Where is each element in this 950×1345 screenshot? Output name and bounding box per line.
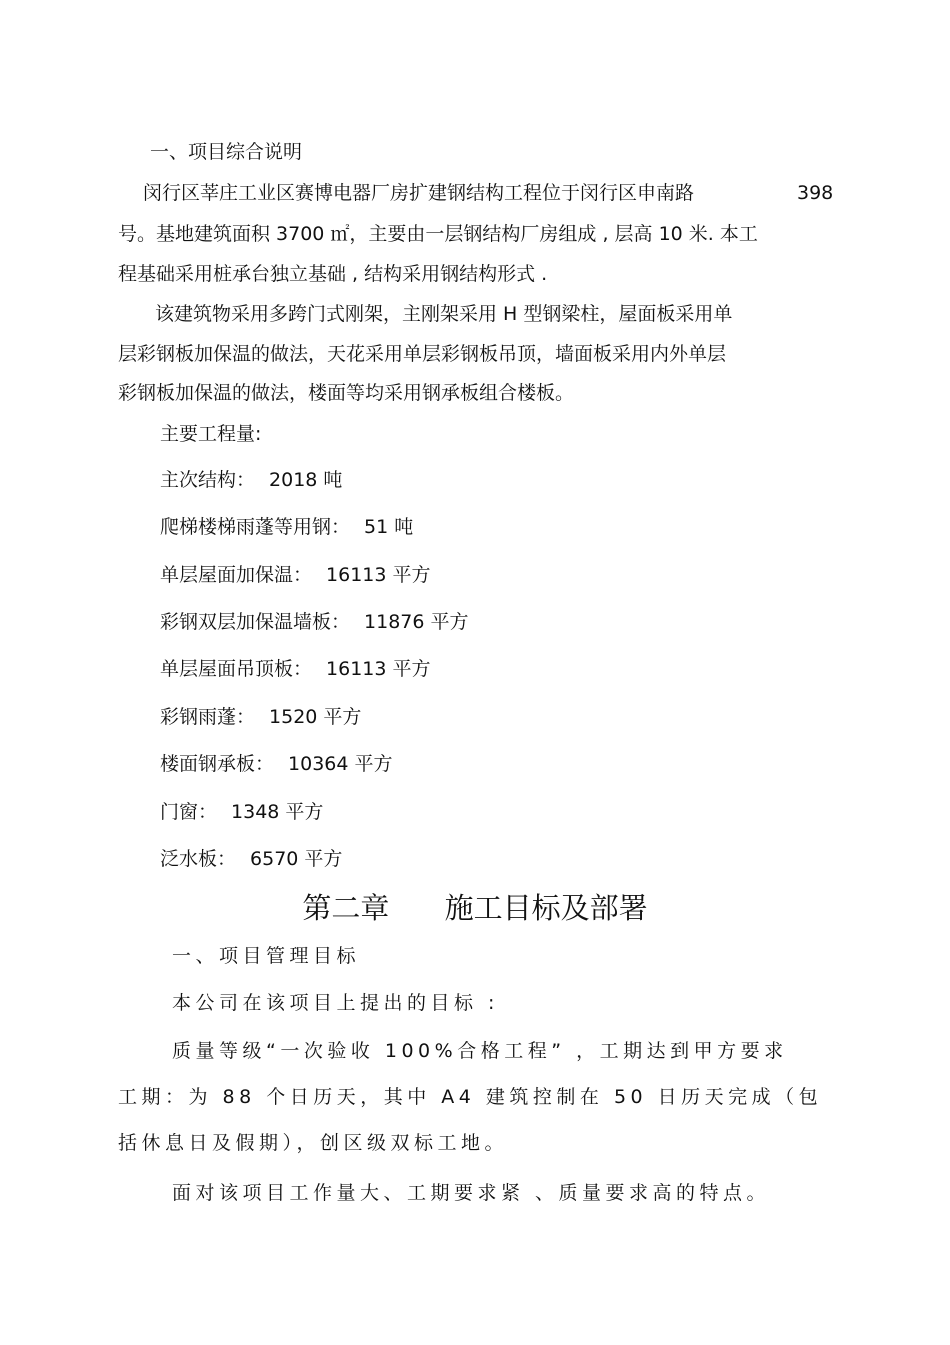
quantity-label: 爬梯楼梯雨蓬等用钢： bbox=[160, 516, 351, 538]
paragraph-line: 面对该项目工作量大、工期要求紧 、质量要求高的特点。 bbox=[172, 1182, 771, 1204]
quantity-value: 16113 平方 bbox=[326, 658, 431, 680]
quantity-label: 彩钢双层加保温墙板： bbox=[160, 611, 351, 633]
quantities-title: 主要工程量: bbox=[160, 423, 262, 445]
chapter-title: 第二章 施工目标及部署 bbox=[302, 891, 648, 925]
section-heading: 一、项目管理目标 bbox=[172, 945, 361, 967]
paragraph-line-tail: 398 bbox=[797, 182, 834, 204]
quantity-value: 1348 平方 bbox=[231, 801, 324, 823]
section-heading: 一、项目综合说明 bbox=[150, 141, 303, 163]
quantity-label: 主次结构： bbox=[160, 469, 256, 491]
quantity-item bbox=[160, 800, 323, 824]
paragraph-line: 括休息日及假期），创区级双标工地。 bbox=[118, 1132, 509, 1154]
quantity-item bbox=[160, 610, 469, 634]
quantity-value: 2018 吨 bbox=[269, 469, 343, 491]
quantity-item bbox=[160, 515, 413, 539]
quantity-item bbox=[160, 847, 342, 871]
quantity-label: 楼面钢承板： bbox=[160, 753, 275, 775]
paragraph-line: 本公司在该项目上提出的目标 : bbox=[172, 992, 499, 1014]
paragraph-line: 层彩钢板加保温的做法，天花采用单层彩钢板吊顶，墙面板采用内外单层 bbox=[118, 343, 727, 365]
paragraph-line: 工期：为 88 个日历天，其中 A4 建筑控制在 50 日历天完成（包 bbox=[118, 1086, 823, 1108]
paragraph-line: 程基础采用桩承台独立基础 , 结构采用钢结构形式 . bbox=[118, 263, 548, 285]
quantity-value: 16113 平方 bbox=[326, 564, 431, 586]
quantity-item bbox=[160, 752, 393, 776]
quantity-label: 彩钢雨蓬： bbox=[160, 706, 256, 728]
paragraph-line: 该建筑物采用多跨门式刚架，主刚架采用 H 型钢梁柱，屋面板采用单 bbox=[155, 303, 733, 325]
quantity-value: 11876 平方 bbox=[364, 611, 469, 633]
paragraph-line: 彩钢板加保温的做法，楼面等均采用钢承板组合楼板。 bbox=[118, 382, 575, 404]
quantity-value: 1520 平方 bbox=[269, 706, 362, 728]
paragraph-line: 闵行区莘庄工业区赛博电器厂房扩建钢结构工程位于闵行区申南路 bbox=[143, 182, 695, 204]
quantity-value: 51 吨 bbox=[364, 516, 414, 538]
quantity-item bbox=[160, 563, 431, 587]
quantity-value: 10364 平方 bbox=[288, 753, 393, 775]
quantity-label: 单层屋面加保温： bbox=[160, 564, 313, 586]
quantity-value: 6570 平方 bbox=[250, 848, 343, 870]
quantity-label: 泛水板： bbox=[160, 848, 237, 870]
paragraph-line: 质量等级“一次验收 100%合格工程” ，工期达到甲方要求 bbox=[172, 1040, 788, 1062]
quantity-item bbox=[160, 657, 431, 681]
quantity-item bbox=[160, 468, 342, 492]
paragraph-line: 号。基地建筑面积 3700 ㎡，主要由一层钢结构厂房组成 , 层高 10 米. 本工 bbox=[118, 223, 758, 245]
quantity-item bbox=[160, 705, 361, 729]
quantity-label: 门窗： bbox=[160, 801, 218, 823]
quantity-label: 单层屋面吊顶板： bbox=[160, 658, 313, 680]
